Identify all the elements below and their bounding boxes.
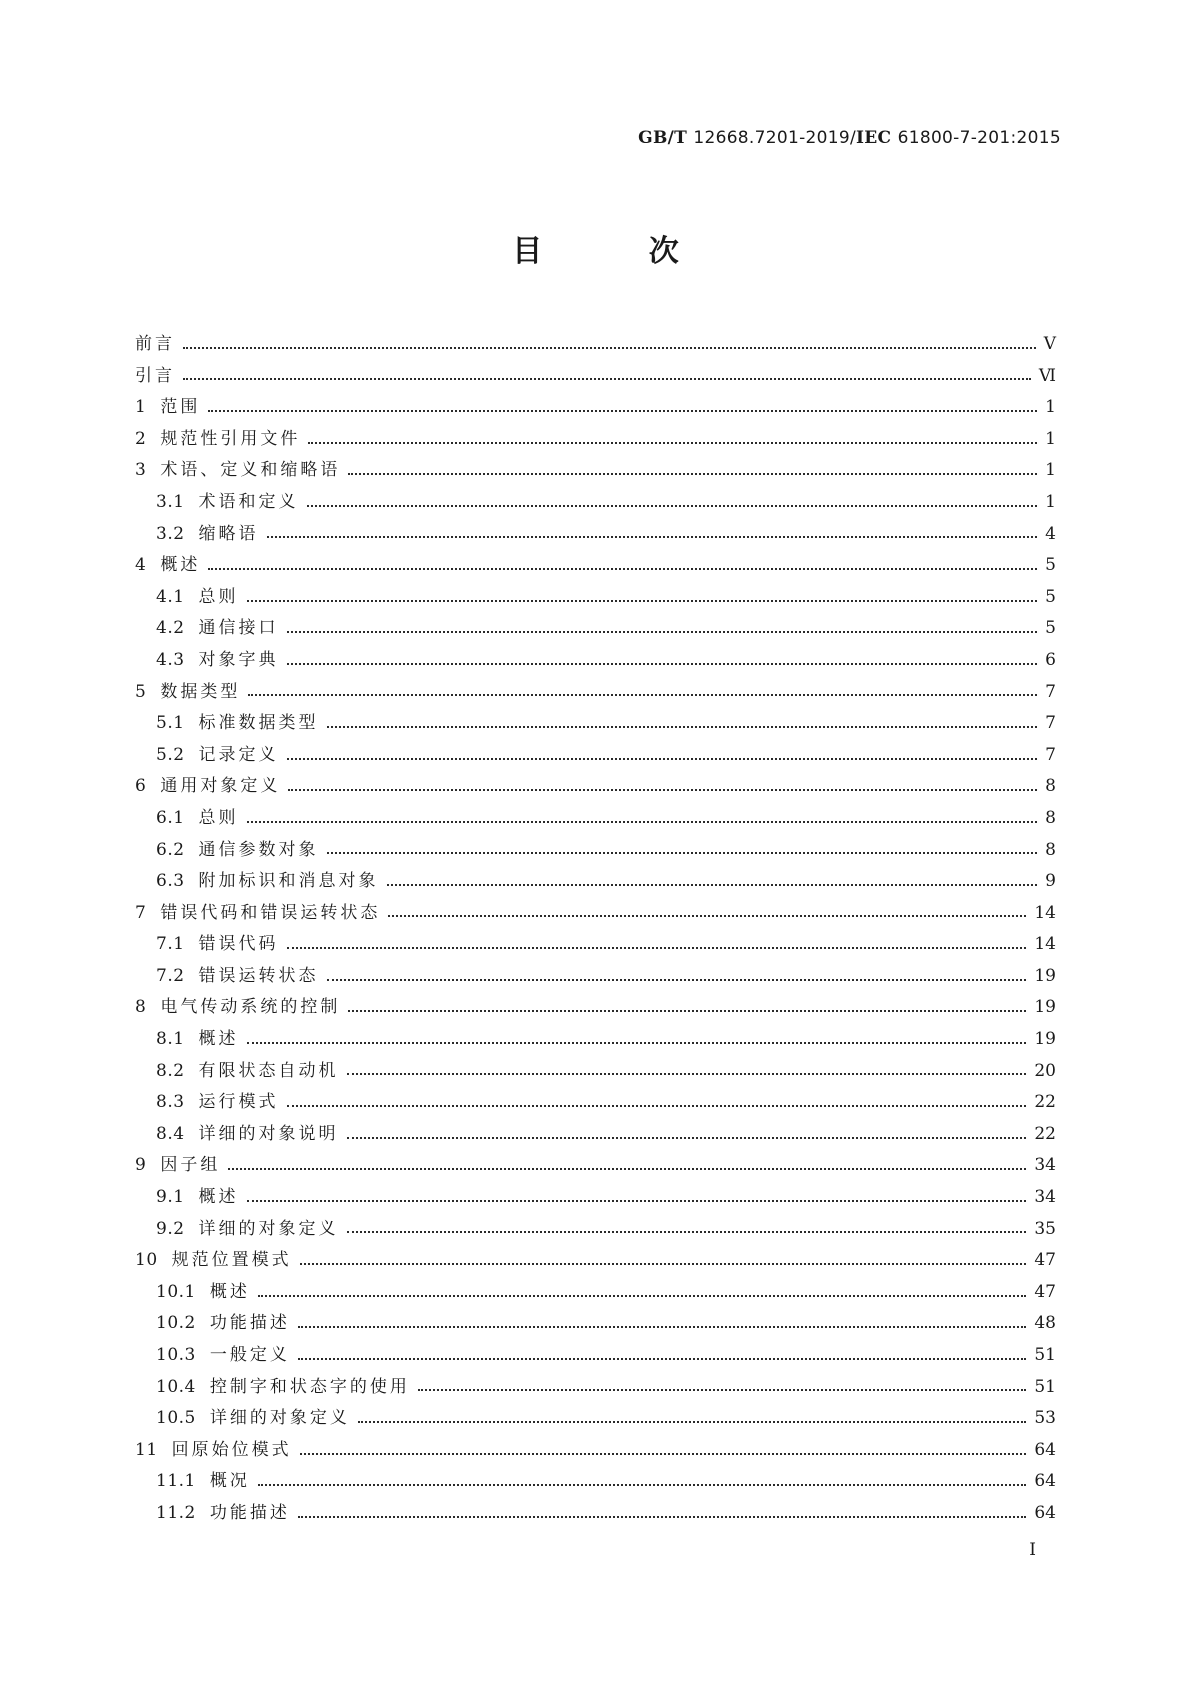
toc-dot-leader (388, 915, 1026, 917)
toc-dot-leader (327, 979, 1027, 981)
toc-entry-label (135, 424, 300, 456)
toc-entry-label (156, 708, 319, 740)
toc-entry-title: 规范位置模式 (171, 1250, 292, 1271)
toc-entry-page: 5 (1045, 618, 1056, 639)
toc-dot-leader (308, 442, 1037, 444)
toc-entry-number: 8 (135, 997, 147, 1018)
toc-dot-leader (300, 1453, 1027, 1455)
toc-entry-page: 5 (1045, 555, 1056, 576)
toc-entry-label (135, 1150, 220, 1182)
toc-entry-label (135, 550, 200, 582)
toc-entry-label (135, 771, 280, 803)
toc-entry-title: 记录定义 (198, 744, 279, 765)
toc-entry-number: 3 (135, 460, 147, 481)
toc-entry-label (156, 1119, 339, 1151)
toc-entry-number: 4 (135, 555, 147, 576)
toc-entry[interactable] (135, 835, 1056, 867)
code-iec: IEC (856, 128, 892, 148)
toc-entry-page: 64 (1034, 1502, 1056, 1523)
toc-entry-label (156, 1024, 239, 1056)
toc-entry-title: 功能描述 (209, 1313, 290, 1334)
toc-entry[interactable] (135, 866, 1056, 898)
toc-entry-number: 6.1 (156, 807, 185, 828)
toc-entry[interactable] (135, 740, 1056, 772)
toc-entry-label (135, 677, 240, 709)
toc-entry[interactable] (135, 1182, 1056, 1214)
toc-entry-title: 规范性引用文件 (160, 428, 301, 449)
code-prefix: GB/T (638, 128, 688, 148)
toc-entry-page: 34 (1034, 1187, 1056, 1208)
toc-entry[interactable] (135, 771, 1056, 803)
toc-dot-leader (358, 1421, 1027, 1423)
toc-dot-leader (247, 821, 1038, 823)
toc-entry-title: 概述 (198, 1187, 239, 1208)
toc-entry-number: 4.3 (156, 649, 185, 670)
toc-entry-title: 控制字和状态字的使用 (209, 1376, 410, 1397)
toc-entry-page: 1 (1045, 397, 1056, 418)
toc-entry[interactable] (135, 898, 1056, 930)
toc-entry[interactable] (135, 361, 1056, 393)
toc-entry-page: 53 (1034, 1408, 1056, 1429)
toc-entry-label (156, 1340, 290, 1372)
toc-entry[interactable] (135, 803, 1056, 835)
toc-entry-title: 范围 (160, 397, 201, 418)
toc-dot-leader (247, 1200, 1027, 1202)
toc-dot-leader (208, 568, 1037, 570)
toc-entry-page: 51 (1034, 1376, 1056, 1397)
toc-entry[interactable] (135, 424, 1056, 456)
toc-entry-page: Ⅵ (1038, 365, 1056, 386)
toc-entry[interactable] (135, 1466, 1056, 1498)
toc-entry-number: 8.4 (156, 1123, 185, 1144)
toc-entry-page: 47 (1034, 1250, 1056, 1271)
toc-entry[interactable] (135, 392, 1056, 424)
toc-dot-leader (267, 536, 1038, 538)
toc-entry-page: 7 (1045, 713, 1056, 734)
toc-dot-leader (287, 758, 1038, 760)
toc-entry-title: 前言 (135, 334, 175, 354)
toc-entry-number: 10.4 (156, 1376, 196, 1397)
toc-entry-label (135, 361, 175, 393)
toc-entry[interactable] (135, 1340, 1056, 1372)
toc-entry-number: 9 (135, 1155, 147, 1176)
toc-dot-leader (387, 884, 1038, 886)
toc-entry-title: 电气传动系统的控制 (160, 997, 341, 1018)
toc-dot-leader (327, 852, 1038, 854)
toc-entry-title: 错误运转状态 (198, 965, 319, 986)
toc-dot-leader (347, 1137, 1027, 1139)
toc-entry-label (156, 1308, 290, 1340)
toc-entry-number: 7 (135, 902, 147, 923)
toc-entry-title: 总则 (198, 807, 239, 828)
toc-dot-leader (287, 1105, 1027, 1107)
code-iec-number: 61800-7-201:2015 (897, 128, 1061, 148)
toc-entry-label (135, 329, 175, 361)
toc-entry-label (156, 866, 379, 898)
toc-entry-title: 因子组 (160, 1155, 221, 1176)
toc-dot-leader (228, 1168, 1026, 1170)
toc-entry[interactable] (135, 645, 1056, 677)
toc-entry-title: 术语和定义 (198, 491, 299, 512)
toc-entry-page: 48 (1034, 1313, 1056, 1334)
toc-entry-page: 22 (1034, 1092, 1056, 1113)
toc-dot-leader (183, 378, 1031, 380)
toc-dot-leader (208, 410, 1037, 412)
toc-entry-title: 概况 (209, 1471, 250, 1492)
toc-entry-page: 8 (1045, 807, 1056, 828)
toc-entry-label (135, 1435, 292, 1467)
toc-entry-title: 对象字典 (198, 649, 279, 670)
toc-entry-number: 3.2 (156, 523, 185, 544)
toc-entry-title: 概述 (209, 1281, 250, 1302)
toc-entry-page: 7 (1045, 681, 1056, 702)
toc-entry-title: 通信接口 (198, 618, 279, 639)
toc-entry-number: 5.1 (156, 713, 185, 734)
toc-entry-label (135, 992, 340, 1024)
toc-entry-title: 一般定义 (209, 1345, 290, 1365)
toc-entry[interactable] (135, 1308, 1056, 1340)
toc-entry[interactable] (135, 550, 1056, 582)
toc-entry-label (156, 961, 319, 993)
toc-entry[interactable] (135, 1056, 1056, 1088)
table-of-contents (135, 329, 1056, 1530)
toc-entry[interactable] (135, 1435, 1056, 1467)
toc-entry[interactable] (135, 329, 1056, 361)
toc-entry-label (156, 1087, 279, 1119)
toc-entry-label (156, 835, 319, 867)
toc-dot-leader (298, 1358, 1027, 1360)
toc-entry-page: 20 (1034, 1060, 1056, 1081)
toc-dot-leader (183, 347, 1036, 349)
toc-entry-page: 64 (1034, 1471, 1056, 1492)
toc-entry-number: 5 (135, 681, 147, 702)
toc-entry[interactable] (135, 1498, 1056, 1530)
toc-entry[interactable] (135, 1087, 1056, 1119)
toc-entry-label (156, 1182, 239, 1214)
toc-entry-number: 7.1 (156, 934, 185, 955)
toc-dot-leader (298, 1516, 1027, 1518)
toc-entry-number: 4.1 (156, 586, 185, 607)
toc-entry-number: 11.2 (156, 1502, 196, 1523)
toc-entry-page: 1 (1045, 491, 1056, 512)
toc-entry-page: 19 (1034, 965, 1056, 986)
toc-entry-number: 11 (135, 1439, 158, 1460)
toc-entry-title: 附加标识和消息对象 (198, 871, 379, 892)
toc-entry-number: 6 (135, 776, 147, 797)
toc-dot-leader (347, 1073, 1027, 1075)
toc-entry-number: 9.1 (156, 1187, 185, 1208)
toc-entry-title: 错误代码和错误运转状态 (160, 902, 381, 923)
toc-entry-page: 1 (1045, 428, 1056, 449)
toc-entry-number: 4.2 (156, 618, 185, 639)
toc-entry-label (156, 613, 279, 645)
toc-entry-label (156, 1277, 250, 1309)
page-title: 目 次 (512, 234, 727, 269)
toc-entry-label (156, 740, 279, 772)
toc-entry-page: 7 (1045, 744, 1056, 765)
toc-entry-page: 8 (1045, 839, 1056, 860)
toc-dot-leader (298, 1326, 1027, 1328)
toc-dot-leader (288, 789, 1037, 791)
toc-entry-page: 22 (1034, 1123, 1056, 1144)
toc-entry-page: 6 (1045, 649, 1056, 670)
toc-dot-leader (327, 726, 1038, 728)
toc-entry-label (156, 803, 239, 835)
toc-entry-title: 术语、定义和缩略语 (160, 460, 341, 481)
toc-entry-number: 7.2 (156, 965, 185, 986)
toc-entry-label (156, 519, 259, 551)
toc-entry-title: 详细的对象说明 (198, 1123, 339, 1144)
toc-entry-page: 9 (1045, 871, 1056, 892)
toc-entry-title: 引言 (135, 365, 175, 386)
toc-dot-leader (418, 1389, 1027, 1391)
toc-entry[interactable] (135, 487, 1056, 519)
toc-entry-label (156, 1056, 339, 1088)
toc-entry-page: 8 (1045, 776, 1056, 797)
code-number: 12668.7201-2019/ (693, 128, 857, 148)
toc-entry-number: 11.1 (156, 1471, 196, 1492)
document-code (638, 128, 1061, 148)
toc-entry-title: 运行模式 (198, 1092, 279, 1113)
toc-entry-title: 数据类型 (160, 681, 241, 702)
toc-entry-page: 47 (1034, 1281, 1056, 1302)
toc-dot-leader (348, 473, 1037, 475)
toc-entry-label (156, 582, 239, 614)
toc-entry-page: 64 (1034, 1439, 1056, 1460)
toc-dot-leader (347, 1231, 1027, 1233)
toc-entry-page: 34 (1034, 1155, 1056, 1176)
toc-entry-label (156, 1466, 250, 1498)
toc-entry-label (135, 455, 340, 487)
toc-dot-leader (247, 1042, 1027, 1044)
toc-entry-title: 详细的对象定义 (209, 1408, 350, 1429)
toc-entry[interactable] (135, 1372, 1056, 1404)
toc-entry-title: 标准数据类型 (198, 713, 319, 734)
toc-dot-leader (287, 663, 1038, 665)
toc-entry-number: 9.2 (156, 1218, 185, 1239)
toc-entry-label (156, 487, 299, 519)
toc-entry[interactable] (135, 582, 1056, 614)
toc-dot-leader (247, 600, 1038, 602)
toc-entry-number: 6.3 (156, 871, 185, 892)
toc-entry-label (135, 898, 380, 930)
toc-entry-number: 10.2 (156, 1313, 196, 1334)
toc-entry-number: 10.3 (156, 1345, 196, 1365)
toc-dot-leader (287, 947, 1027, 949)
toc-entry-number: 8.1 (156, 1029, 185, 1050)
toc-entry-title: 通用对象定义 (160, 776, 281, 797)
toc-entry-page: 19 (1034, 1029, 1056, 1050)
toc-entry[interactable] (135, 677, 1056, 709)
toc-entry-label (135, 1245, 292, 1277)
toc-entry-title: 功能描述 (209, 1502, 290, 1523)
toc-entry-page: 19 (1034, 997, 1056, 1018)
toc-entry-number: 2 (135, 428, 147, 449)
toc-entry-number: 10.1 (156, 1281, 196, 1302)
toc-dot-leader (300, 1263, 1027, 1265)
toc-entry-number: 1 (135, 397, 147, 418)
toc-entry[interactable] (135, 519, 1056, 551)
toc-entry[interactable] (135, 1214, 1056, 1246)
toc-entry-label (156, 1403, 350, 1435)
toc-entry[interactable] (135, 1277, 1056, 1309)
toc-entry-title: 总则 (198, 586, 239, 607)
toc-entry-number: 6.2 (156, 839, 185, 860)
toc-entry-page: 1 (1045, 460, 1056, 481)
toc-entry-page: 51 (1034, 1345, 1056, 1365)
toc-entry-label (156, 929, 279, 961)
toc-dot-leader (307, 505, 1038, 507)
toc-entry[interactable] (135, 1245, 1056, 1277)
toc-entry-page: 14 (1034, 934, 1056, 955)
toc-entry[interactable] (135, 929, 1056, 961)
toc-dot-leader (248, 694, 1037, 696)
toc-entry-page: 4 (1045, 523, 1056, 544)
toc-entry-title: 有限状态自动机 (198, 1060, 339, 1081)
toc-entry-page: Ⅴ (1043, 334, 1056, 354)
toc-dot-leader (258, 1295, 1027, 1297)
toc-entry-label (135, 392, 200, 424)
toc-entry-number: 3.1 (156, 491, 185, 512)
page-number: I (1029, 1540, 1036, 1560)
toc-entry[interactable] (135, 1024, 1056, 1056)
toc-entry-number: 8.3 (156, 1092, 185, 1113)
toc-entry-label (156, 1498, 290, 1530)
toc-entry[interactable] (135, 455, 1056, 487)
toc-dot-leader (348, 1010, 1026, 1012)
toc-entry-title: 概述 (160, 555, 201, 576)
toc-entry-page: 5 (1045, 586, 1056, 607)
toc-entry-label (156, 1214, 339, 1246)
toc-entry-page: 35 (1034, 1218, 1056, 1239)
toc-entry-number: 10.5 (156, 1408, 196, 1429)
toc-dot-leader (287, 631, 1038, 633)
toc-entry-number: 8.2 (156, 1060, 185, 1081)
toc-entry[interactable] (135, 992, 1056, 1024)
toc-entry[interactable] (135, 708, 1056, 740)
toc-entry-title: 概述 (198, 1029, 239, 1050)
toc-entry[interactable] (135, 1150, 1056, 1182)
toc-entry-title: 缩略语 (198, 523, 259, 544)
toc-entry-title: 详细的对象定义 (198, 1218, 339, 1239)
toc-entry-title: 通信参数对象 (198, 839, 319, 860)
toc-entry-label (156, 1372, 410, 1404)
toc-entry-number: 5.2 (156, 744, 185, 765)
toc-entry-title: 回原始位模式 (171, 1439, 292, 1460)
toc-entry[interactable] (135, 613, 1056, 645)
toc-entry-label (156, 645, 279, 677)
toc-entry-page: 14 (1034, 902, 1056, 923)
toc-entry-title: 错误代码 (198, 934, 279, 955)
toc-entry-number: 10 (135, 1250, 158, 1271)
toc-dot-leader (258, 1484, 1027, 1486)
toc-entry[interactable] (135, 961, 1056, 993)
toc-entry[interactable] (135, 1119, 1056, 1151)
toc-entry[interactable] (135, 1403, 1056, 1435)
